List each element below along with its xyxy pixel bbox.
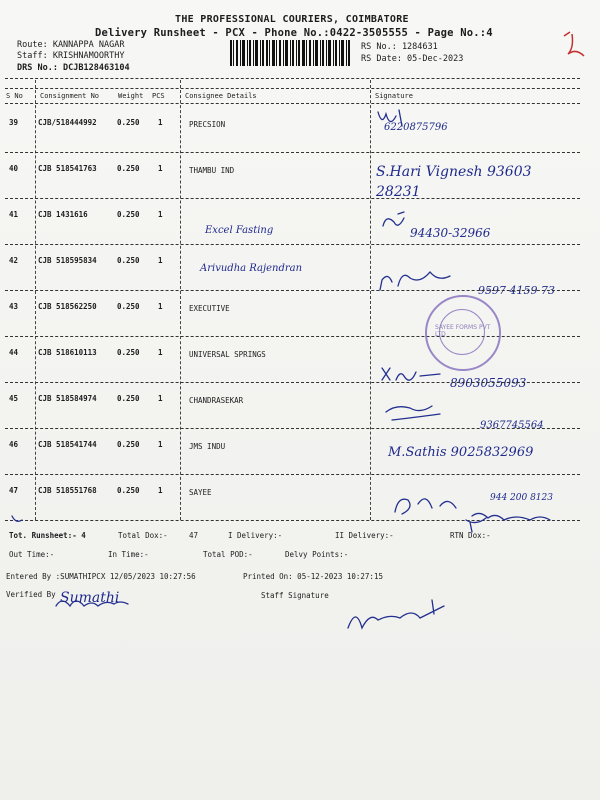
staff-label: Staff: KRISHNAMOORTHY <box>17 51 125 61</box>
row-weight: 0.250 <box>117 348 140 357</box>
row-consignee: EXECUTIVE <box>189 304 230 313</box>
row-consignee: THAMBU IND <box>189 166 235 175</box>
row-consignment: CJB 518610113 <box>38 348 97 357</box>
total-dox-value: 47 <box>189 531 199 540</box>
row-signature: 6220875796 <box>384 122 448 133</box>
row-consignee: SAYEE <box>189 488 212 497</box>
row-sno: 43 <box>9 302 19 311</box>
row-signature: M.Sathis 9025832969 <box>388 445 534 460</box>
row-sno: 42 <box>9 256 19 265</box>
ii-delivery: II Delivery:- <box>335 531 394 540</box>
stamp-text: SAYEE FORMS PVT LTD <box>435 324 491 338</box>
row-signature: 9597 4159 73 <box>478 284 555 297</box>
row-pcs: 1 <box>158 348 163 357</box>
col-header-sno: S No <box>6 92 23 100</box>
company-stamp <box>425 295 501 371</box>
row-consignee-handwritten: Excel Fasting <box>205 225 274 236</box>
col-header-signature: Signature <box>375 92 413 100</box>
row-weight: 0.250 <box>117 210 140 219</box>
row-signature: 8903055093 <box>450 376 527 390</box>
runsheet-title: Delivery Runsheet - PCX - Phone No.:0422-3505555 - Page No.:4 <box>95 27 493 39</box>
i-delivery: I Delivery:- <box>228 531 283 540</box>
row-sno: 44 <box>9 348 19 357</box>
row-weight: 0.250 <box>117 440 140 449</box>
col-header-consignment: Consignment No <box>40 92 100 100</box>
row-consignment: CJB 518551768 <box>38 486 97 495</box>
total-pod: Total POD:- <box>203 550 253 559</box>
route-label: Route: KANNAPPA NAGAR <box>17 40 125 50</box>
row-weight: 0.250 <box>117 302 140 311</box>
row-consignee: PRECSION <box>189 120 226 129</box>
drs-number: DRS No.: DCJB128463104 <box>17 63 130 73</box>
row-consignment: CJB 518562250 <box>38 302 97 311</box>
row-pcs: 1 <box>158 440 163 449</box>
staff-signature-label: Staff Signature <box>261 591 329 600</box>
row-pcs: 1 <box>158 210 163 219</box>
row-consignment: CJB 518541763 <box>38 164 97 173</box>
row-sno: 39 <box>9 118 19 127</box>
row-pcs: 1 <box>158 164 163 173</box>
row-consignment: CJB 518541744 <box>38 440 97 449</box>
verified-by-signature: Sumathi <box>60 590 120 606</box>
row-pcs: 1 <box>158 394 163 403</box>
row-sno: 41 <box>9 210 19 219</box>
row-consignee: JMS INDU <box>189 442 226 451</box>
col-header-pcs: PCS <box>152 92 165 100</box>
row-consignment: CJB/518444992 <box>38 118 97 127</box>
row-consignee: CHANDRASEKAR <box>189 396 244 405</box>
row-signature: 94430-32966 <box>410 226 491 240</box>
row-weight: 0.250 <box>117 118 140 127</box>
row-consignee-handwritten: Arivudha Rajendran <box>200 263 303 274</box>
row-consignment: CJB 518584974 <box>38 394 97 403</box>
in-time: In Time:- <box>108 550 149 559</box>
row-pcs: 1 <box>158 302 163 311</box>
row-pcs: 1 <box>158 256 163 265</box>
row-sno: 45 <box>9 394 19 403</box>
row-pcs: 1 <box>158 486 163 495</box>
company-title: THE PROFESSIONAL COURIERS, COIMBATORE <box>175 14 409 25</box>
row-pcs: 1 <box>158 118 163 127</box>
rs-date: RS Date: 05-Dec-2023 <box>361 54 464 64</box>
rtn-dox: RTN Dox:- <box>450 531 491 540</box>
total-dox-label: Total Dox:- <box>118 531 168 540</box>
col-header-consignee: Consignee Details <box>185 92 257 100</box>
row-consignee: UNIVERSAL SPRINGS <box>189 350 266 359</box>
col-header-weight: Weight <box>118 92 144 100</box>
row-sno: 47 <box>9 486 19 495</box>
tot-runsheet: Tot. Runsheet:- 4 <box>9 531 86 540</box>
row-weight: 0.250 <box>117 486 140 495</box>
out-time: Out Time:- <box>9 550 55 559</box>
row-signature: 9367745564 <box>480 420 544 431</box>
rs-number: RS No.: 1284631 <box>361 42 438 52</box>
row-sno: 40 <box>9 164 19 173</box>
delvy-points: Delvy Points:- <box>285 550 349 559</box>
row-consignment: CJB 518595834 <box>38 256 97 265</box>
row-weight: 0.250 <box>117 256 140 265</box>
row-signature: 944 200 8123 <box>490 493 553 503</box>
entered-by: Entered By :SUMATHIPCX 12/05/2023 10:27:56 <box>6 572 196 581</box>
verified-by-label: Verified By <box>6 590 56 599</box>
row-signature: S.Hari Vignesh 93603 28231 <box>376 164 532 200</box>
row-sno: 46 <box>9 440 19 449</box>
row-weight: 0.250 <box>117 394 140 403</box>
printed-on: Printed On: 05-12-2023 10:27:15 <box>243 572 383 581</box>
row-consignment: CJB 1431616 <box>38 210 88 219</box>
row-weight: 0.250 <box>117 164 140 173</box>
